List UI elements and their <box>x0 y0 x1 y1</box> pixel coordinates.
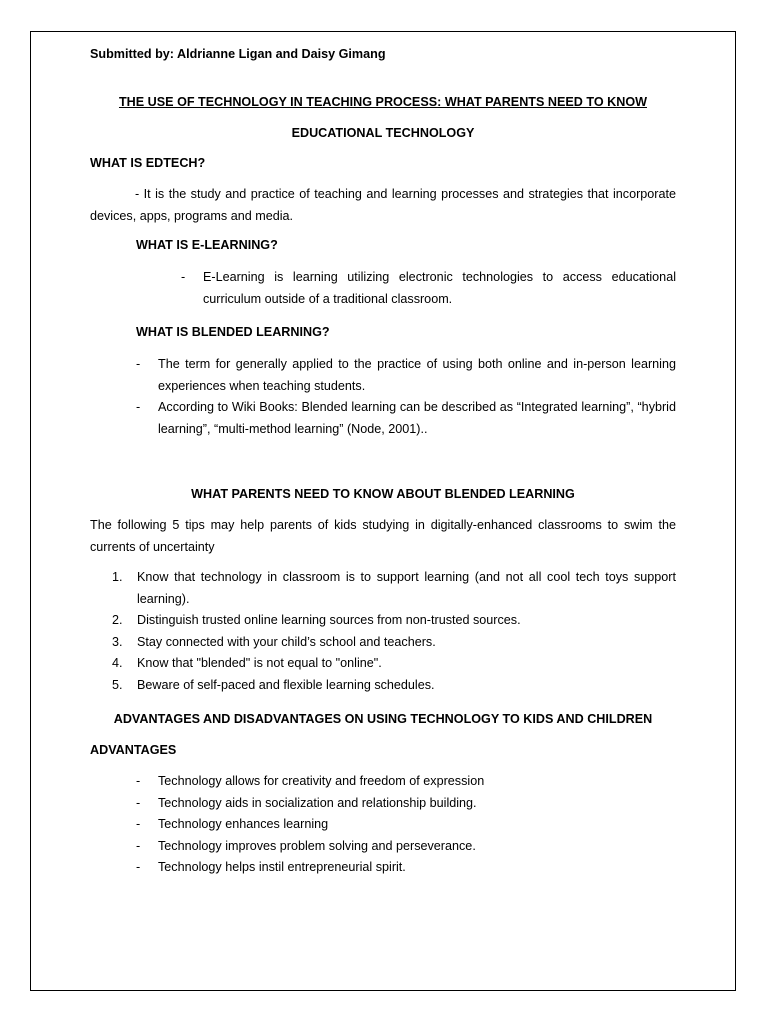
parents-heading: WHAT PARENTS NEED TO KNOW ABOUT BLENDED LEARNING <box>191 487 575 501</box>
list-marker: - <box>136 795 141 810</box>
list-item <box>181 267 676 310</box>
list-item <box>90 675 676 697</box>
document-title: THE USE OF TECHNOLOGY IN TEACHING PROCESS: WHAT PARENTS NEED TO KNOW <box>118 95 648 109</box>
list-marker: - <box>136 838 141 853</box>
list-item-text: Technology allows for creativity and freedom of expression <box>158 774 485 788</box>
list-item <box>90 632 676 654</box>
list-item <box>136 397 676 440</box>
list-item <box>136 793 676 815</box>
list-number: 2. <box>112 613 123 627</box>
elearning-list <box>181 267 676 310</box>
list-number: 1. <box>112 570 123 584</box>
list-item-text: Know that technology in classroom is to support learning (and not all cool tech toys support learning). <box>137 570 676 606</box>
adv-disadv-heading: ADVANTAGES AND DISADVANTAGES ON USING TECHNOLOGY TO KIDS AND CHILDREN <box>113 712 653 726</box>
list-number: 3. <box>112 634 123 649</box>
list-item <box>136 857 676 879</box>
list-item-text: According to Wiki Books: Blended learning can be described as “Integrated learning”, “hybrid learning”, “multi-method learning” (Node, 2001).. <box>158 400 676 436</box>
list-number: 5. <box>112 677 123 692</box>
list-marker: - <box>136 357 141 371</box>
list-item-text: Distinguish trusted online learning sources from non-trusted sources. <box>137 613 521 627</box>
list-item-text: Technology enhances learning <box>158 817 329 831</box>
edtech-heading: WHAT IS EDTECH? <box>90 156 206 170</box>
list-marker: - <box>136 774 141 788</box>
blended-heading: WHAT IS BLENDED LEARNING? <box>136 325 330 339</box>
parents-intro: The following 5 tips may help parents of kids studying in digitally-enhanced classrooms to swim the currents of uncertainty <box>90 518 676 554</box>
list-marker: - <box>181 270 186 284</box>
edtech-body: - It is the study and practice of teaching and learning processes and strategies that incorporate devices, apps, programs and media. <box>90 187 676 223</box>
list-item <box>136 354 676 397</box>
list-number: 4. <box>112 656 123 670</box>
list-item <box>136 836 676 858</box>
list-item <box>136 771 676 793</box>
list-item-text: Beware of self-paced and flexible learning schedules. <box>137 677 435 692</box>
advantages-heading: ADVANTAGES <box>90 743 177 757</box>
tips-list <box>90 567 676 696</box>
document-subtitle: EDUCATIONAL TECHNOLOGY <box>291 126 475 140</box>
list-marker: - <box>136 860 141 874</box>
list-item <box>90 653 676 675</box>
elearning-heading: WHAT IS E-LEARNING? <box>136 238 278 252</box>
list-item-text: Know that "blended" is not equal to "online". <box>137 656 382 670</box>
list-item-text: Stay connected with your child’s school and teachers. <box>137 634 436 649</box>
list-item-text: Technology improves problem solving and perseverance. <box>158 838 476 853</box>
submitted-by: Submitted by: Aldrianne Ligan and Daisy Gimang <box>90 47 386 61</box>
list-item <box>90 567 676 610</box>
list-marker: - <box>136 817 141 831</box>
list-item-text: E-Learning is learning utilizing electronic technologies to access educational curriculum outside of a traditional classroom. <box>203 270 676 306</box>
list-marker: - <box>136 400 141 414</box>
advantages-list <box>136 771 676 879</box>
blended-list <box>136 354 676 440</box>
list-item-text: Technology aids in socialization and relationship building. <box>158 795 477 810</box>
list-item <box>90 610 676 632</box>
list-item <box>136 814 676 836</box>
list-item-text: The term for generally applied to the practice of using both online and in-person learning experiences when teaching students. <box>158 357 676 393</box>
list-item-text: Technology helps instil entrepreneurial spirit. <box>158 860 406 874</box>
